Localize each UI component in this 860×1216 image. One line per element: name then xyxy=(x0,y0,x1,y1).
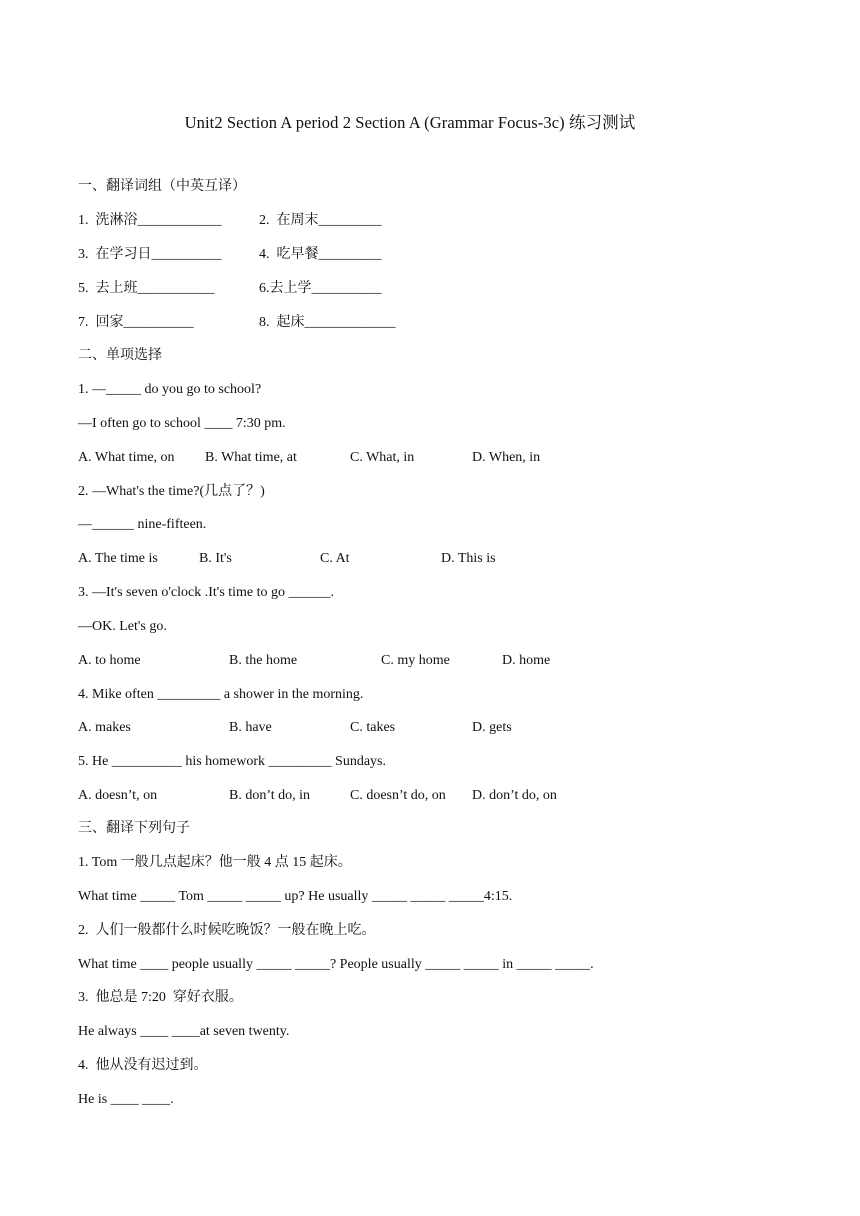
option-d: D. home xyxy=(502,653,551,668)
option-d: D. gets xyxy=(472,720,512,735)
question-answer-line: —OK. Let's go. xyxy=(78,619,167,634)
option-b: B. don’t do, in xyxy=(229,788,311,803)
question-stem: 4. Mike often _________ a shower in the morning. xyxy=(78,687,364,702)
option-b: B. the home xyxy=(229,653,298,668)
question-stem: 3. —It's seven o'clock .It's time to go ______. xyxy=(78,585,335,600)
option-c: C. What, in xyxy=(350,450,415,465)
option-a: A. doesn’t, on xyxy=(78,788,158,803)
translation-answer-line: He always ____ ____at seven twenty. xyxy=(78,1024,290,1039)
option-a: A. to home xyxy=(78,653,141,668)
phrase-item-4: 4. 吃早餐_________ xyxy=(259,247,382,262)
question-stem: 5. He __________ his homework _________ Sundays. xyxy=(78,754,386,769)
section3-heading: 三、翻译下列句子 xyxy=(78,821,190,836)
section1-heading: 一、翻译词组（中英互译） xyxy=(78,179,246,194)
option-b: B. What time, at xyxy=(205,450,297,465)
translation-answer-line: What time ____ people usually _____ _____? People usually _____ _____ in _____ _____. xyxy=(78,957,594,972)
section2-heading: 二、单项选择 xyxy=(78,348,162,363)
phrase-item-6: 6.去上学__________ xyxy=(259,281,382,296)
phrase-item-7: 7. 回家__________ xyxy=(78,315,194,330)
option-b: B. It's xyxy=(199,551,232,566)
option-d: D. When, in xyxy=(472,450,541,465)
translation-prompt: 1. Tom 一般几点起床？他一般 4 点 15 起床。 xyxy=(78,855,352,870)
option-d: D. This is xyxy=(441,551,496,566)
translation-prompt: 4. 他从没有迟过到。 xyxy=(78,1058,208,1073)
phrase-item-8: 8. 起床_____________ xyxy=(259,315,396,330)
option-a: A. makes xyxy=(78,720,131,735)
phrase-item-3: 3. 在学习日__________ xyxy=(78,247,222,262)
question-answer-line: —______ nine-fifteen. xyxy=(78,517,207,532)
translation-prompt: 2. 人们一般都什么时候吃晚饭？一般在晚上吃。 xyxy=(78,923,376,938)
question-stem: 1. —_____ do you go to school? xyxy=(78,382,262,397)
option-b: B. have xyxy=(229,720,272,735)
phrase-item-5: 5. 去上班___________ xyxy=(78,281,215,296)
question-answer-line: —I often go to school ____ 7:30 pm. xyxy=(78,416,286,431)
option-c: C. takes xyxy=(350,720,396,735)
option-d: D. don’t do, on xyxy=(472,788,557,803)
translation-prompt: 3. 他总是 7:20 穿好衣服。 xyxy=(78,990,243,1005)
option-c: C. my home xyxy=(381,653,450,668)
option-c: C. doesn’t do, on xyxy=(350,788,446,803)
translation-answer-line: What time _____ Tom _____ _____ up? He usually _____ _____ _____4:15. xyxy=(78,889,513,904)
translation-answer-line: He is ____ ____. xyxy=(78,1092,174,1107)
option-c: C. At xyxy=(320,551,350,566)
option-a: A. What time, on xyxy=(78,450,175,465)
phrase-item-2: 2. 在周末_________ xyxy=(259,213,382,228)
option-a: A. The time is xyxy=(78,551,158,566)
question-stem: 2. —What's the time?(几点了？) xyxy=(78,484,265,499)
page-title: Unit2 Section A period 2 Section A (Grammar Focus-3c) 练习测试 xyxy=(184,113,636,132)
phrase-item-1: 1. 洗淋浴____________ xyxy=(78,213,222,228)
